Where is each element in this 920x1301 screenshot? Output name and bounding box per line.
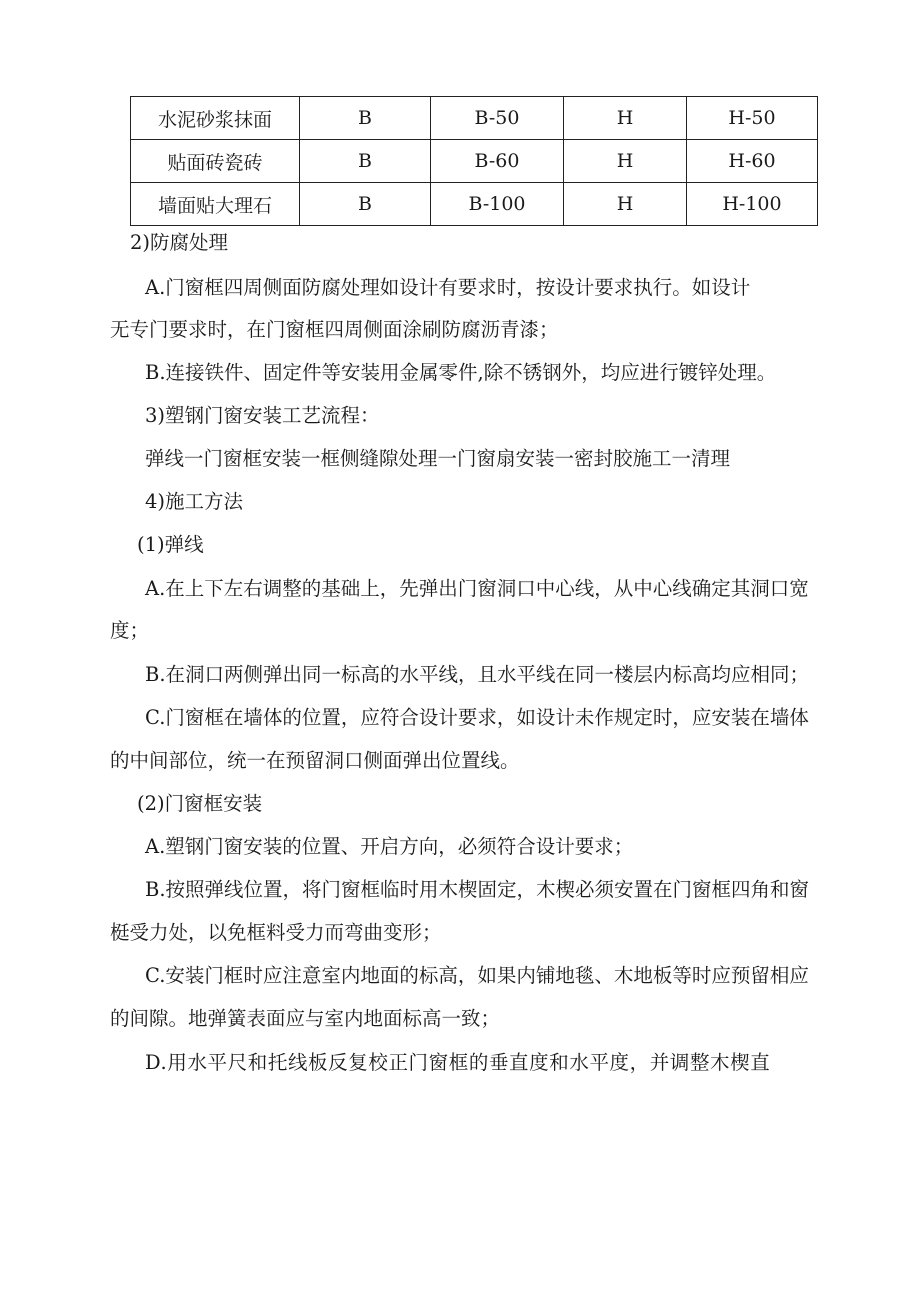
dimension-table xyxy=(130,96,818,226)
table-row xyxy=(131,183,818,226)
paragraph-line: A.门窗框四周侧面防腐处理如设计有要求时，按设计要求执行。如设计 xyxy=(145,276,751,299)
section-heading-anticorrosion: 2)防腐处理 xyxy=(130,231,229,254)
section-heading-process: 3)塑钢门窗安装工艺流程： xyxy=(145,404,380,427)
table-cell: B-50 xyxy=(431,97,564,140)
paragraph-line: B.按照弹线位置，将门窗框临时用木楔固定，木楔必须安置在门窗框四角和窗 xyxy=(145,878,810,901)
subsection-heading-snapline: (1)弹线 xyxy=(137,533,204,556)
table-cell: H-60 xyxy=(687,140,818,183)
paragraph-line: B.连接铁件、固定件等安装用金属零件,除不锈钢外，均应进行镀锌处理。 xyxy=(145,361,777,384)
paragraph-line: B.在洞口两侧弹出同一标高的水平线，且水平线在同一楼层内标高均应相同； xyxy=(145,663,810,686)
paragraph-line: 梃受力处，以免框料受力而弯曲变形； xyxy=(110,921,442,944)
paragraph-line: 度； xyxy=(110,619,150,642)
paragraph-line: 无专门要求时，在门窗框四周侧面涂刷防腐沥青漆； xyxy=(110,318,559,341)
table-cell: B-100 xyxy=(431,183,564,226)
paragraph-line: A.塑钢门窗安装的位置、开启方向，必须符合设计要求； xyxy=(145,835,634,858)
table-cell: 贴面砖瓷砖 xyxy=(131,140,300,183)
section-heading-method: 4)施工方法 xyxy=(145,490,244,513)
paragraph-line: A.在上下左右调整的基础上，先弹出门窗洞口中心线，从中心线确定其洞口宽 xyxy=(145,577,809,600)
table-cell: 水泥砂浆抹面 xyxy=(131,97,300,140)
table-cell: B xyxy=(300,97,431,140)
table-cell: H xyxy=(564,140,687,183)
paragraph-line: C.安装门框时应注意室内地面的标高，如果内铺地毯、木地板等时应预留相应 xyxy=(145,964,809,987)
table-cell: 墙面贴大理石 xyxy=(131,183,300,226)
paragraph-line: 的中间部位，统一在预留洞口侧面弹出位置线。 xyxy=(110,749,520,772)
paragraph-line: C.门窗框在墙体的位置，应符合设计要求，如设计未作规定时，应安装在墙体 xyxy=(145,706,809,729)
paragraph-line: D.用水平尺和托线板反复校正门窗框的垂直度和水平度，并调整木楔直 xyxy=(145,1051,771,1074)
paragraph-line: 的间隙。地弹簧表面应与室内地面标高一致； xyxy=(110,1007,501,1030)
table-cell: H xyxy=(564,97,687,140)
table-row xyxy=(131,140,818,183)
table-cell: B xyxy=(300,140,431,183)
table-cell: H xyxy=(564,183,687,226)
table-row xyxy=(131,97,818,140)
table-cell: H-50 xyxy=(687,97,818,140)
subsection-heading-frame: (2)门窗框安装 xyxy=(137,792,263,815)
table-cell: B-60 xyxy=(431,140,564,183)
paragraph-line: 弹线一门窗框安装一框侧缝隙处理一门窗扇安装一密封胶施工一清理 xyxy=(145,447,731,470)
table-cell: H-100 xyxy=(687,183,818,226)
table-cell: B xyxy=(300,183,431,226)
